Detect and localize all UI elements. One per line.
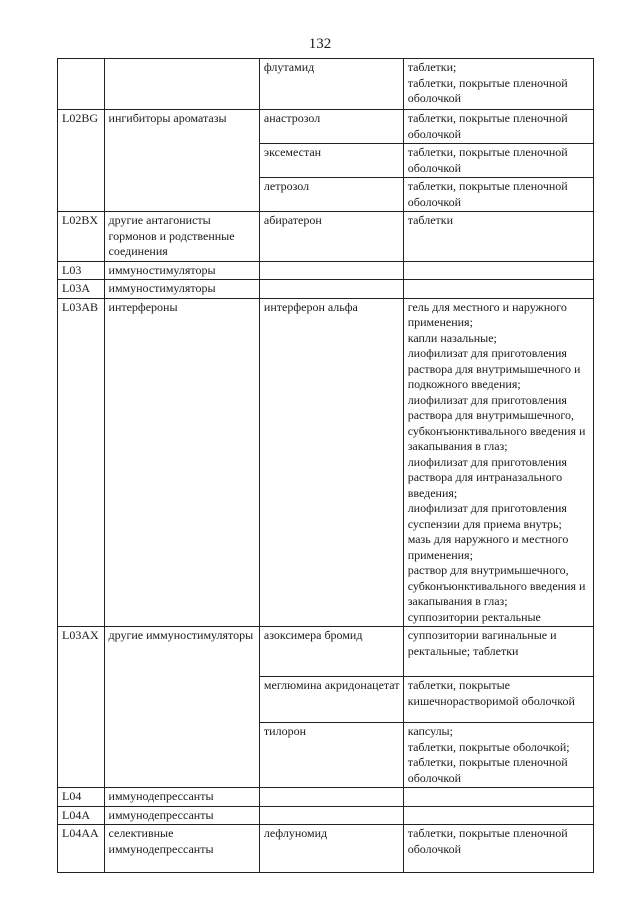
drug-cell: летрозол: [259, 178, 403, 212]
form-item: суппозитории вагинальные и ректальные; таблетки: [407, 628, 557, 658]
forms-cell: [403, 144, 593, 178]
forms-cell: [403, 212, 593, 262]
forms-cell: [403, 280, 593, 299]
group-cell: [104, 59, 259, 110]
form-item: таблетки, покрытые пленочной оболочкой: [407, 179, 568, 209]
group-cell: иммунодепрессанты: [104, 788, 259, 807]
form-item: таблетки, покрытые пленочной оболочкой: [407, 826, 568, 856]
forms-cell: [403, 806, 593, 825]
table-row: [58, 261, 594, 280]
forms-cell: [403, 298, 593, 627]
drug-cell: интерферон альфа: [259, 298, 403, 627]
forms-cell: [403, 723, 593, 788]
atc-code-cell: L04A: [58, 806, 105, 825]
group-cell: другие иммуностимуляторы: [104, 627, 259, 788]
drug-cell: [259, 261, 403, 280]
forms-cell: [403, 788, 593, 807]
table-row: [58, 110, 594, 144]
table-row: [58, 212, 594, 262]
form-item: таблетки, покрытые пленочной оболочкой: [407, 75, 568, 105]
table-row: [58, 806, 594, 825]
atc-code-cell: L02BG: [58, 110, 105, 212]
drug-cell: [259, 806, 403, 825]
atc-code-cell: L03AX: [58, 627, 105, 788]
atc-code-cell: L04AA: [58, 825, 105, 873]
atc-code-cell: L02BX: [58, 212, 105, 262]
atc-code-cell: L03: [58, 261, 105, 280]
form-item: капли назальные;: [407, 330, 497, 345]
form-item: лиофилизат для приготовления раствора для внутримышечного и подкожного введения;: [407, 346, 581, 391]
group-cell: иммуностимуляторы: [104, 261, 259, 280]
group-cell: интерфероны: [104, 298, 259, 627]
form-item: таблетки;: [407, 60, 457, 74]
group-cell: иммуностимуляторы: [104, 280, 259, 299]
form-item: лиофилизат для приготовления суспензии для приема внутрь;: [407, 501, 567, 531]
form-item: гель для местного и наружного применения;: [407, 299, 567, 329]
table-row: [58, 627, 594, 677]
form-item: суппозитории ректальные: [407, 609, 541, 624]
forms-cell: [403, 59, 593, 110]
group-cell: иммунодепрессанты: [104, 806, 259, 825]
forms-cell: [403, 110, 593, 144]
drug-cell: тилорон: [259, 723, 403, 788]
form-item: таблетки, покрытые пленочной оболочкой: [407, 111, 568, 141]
table-row: [58, 825, 594, 873]
atc-code-cell: [58, 59, 105, 110]
forms-cell: [403, 825, 593, 873]
drug-cell: эксеместан: [259, 144, 403, 178]
form-item: мазь для наружного и местного применения;: [407, 532, 569, 562]
atc-code-cell: L04: [58, 788, 105, 807]
atc-code-cell: L03A: [58, 280, 105, 299]
form-item: таблетки, покрытые кишечнорастворимой оболочкой: [407, 678, 575, 708]
form-item: таблетки, покрытые оболочкой;: [407, 739, 570, 754]
forms-cell: [403, 677, 593, 723]
group-cell: другие антагонисты гормонов и родственные соединения: [104, 212, 259, 262]
drug-cell: меглюмина акридонацетат: [259, 677, 403, 723]
group-cell: ингибиторы ароматазы: [104, 110, 259, 212]
form-item: раствор для внутримышечного, субконъюнктивального введения и закапывания в глаз;: [407, 563, 586, 608]
form-item: капсулы;: [407, 724, 453, 738]
drug-cell: [259, 788, 403, 807]
form-item: лиофилизат для приготовления раствора для внутримышечного, субконъюнктивального введения и закапывания в глаз;: [407, 392, 586, 453]
drug-cell: анастрозол: [259, 110, 403, 144]
form-item: таблетки: [407, 213, 454, 227]
form-item: таблетки, покрытые пленочной оболочкой: [407, 755, 568, 785]
drug-cell: флутамид: [259, 59, 403, 110]
form-item: таблетки, покрытые пленочной оболочкой: [407, 145, 568, 175]
group-cell: селективные иммунодепрессанты: [104, 825, 259, 873]
forms-cell: [403, 178, 593, 212]
table-row: [58, 298, 594, 627]
table-row: [58, 280, 594, 299]
drug-cell: абиратерон: [259, 212, 403, 262]
drug-cell: лефлуномид: [259, 825, 403, 873]
forms-cell: [403, 627, 593, 677]
table-row: [58, 59, 594, 110]
drug-cell: [259, 280, 403, 299]
drug-table: [57, 58, 594, 873]
atc-code-cell: L03AB: [58, 298, 105, 627]
table-row: [58, 788, 594, 807]
page-number: 132: [308, 36, 332, 52]
drug-cell: азоксимера бромид: [259, 627, 403, 677]
form-item: лиофилизат для приготовления раствора для интраназального введения;: [407, 454, 567, 500]
forms-cell: [403, 261, 593, 280]
